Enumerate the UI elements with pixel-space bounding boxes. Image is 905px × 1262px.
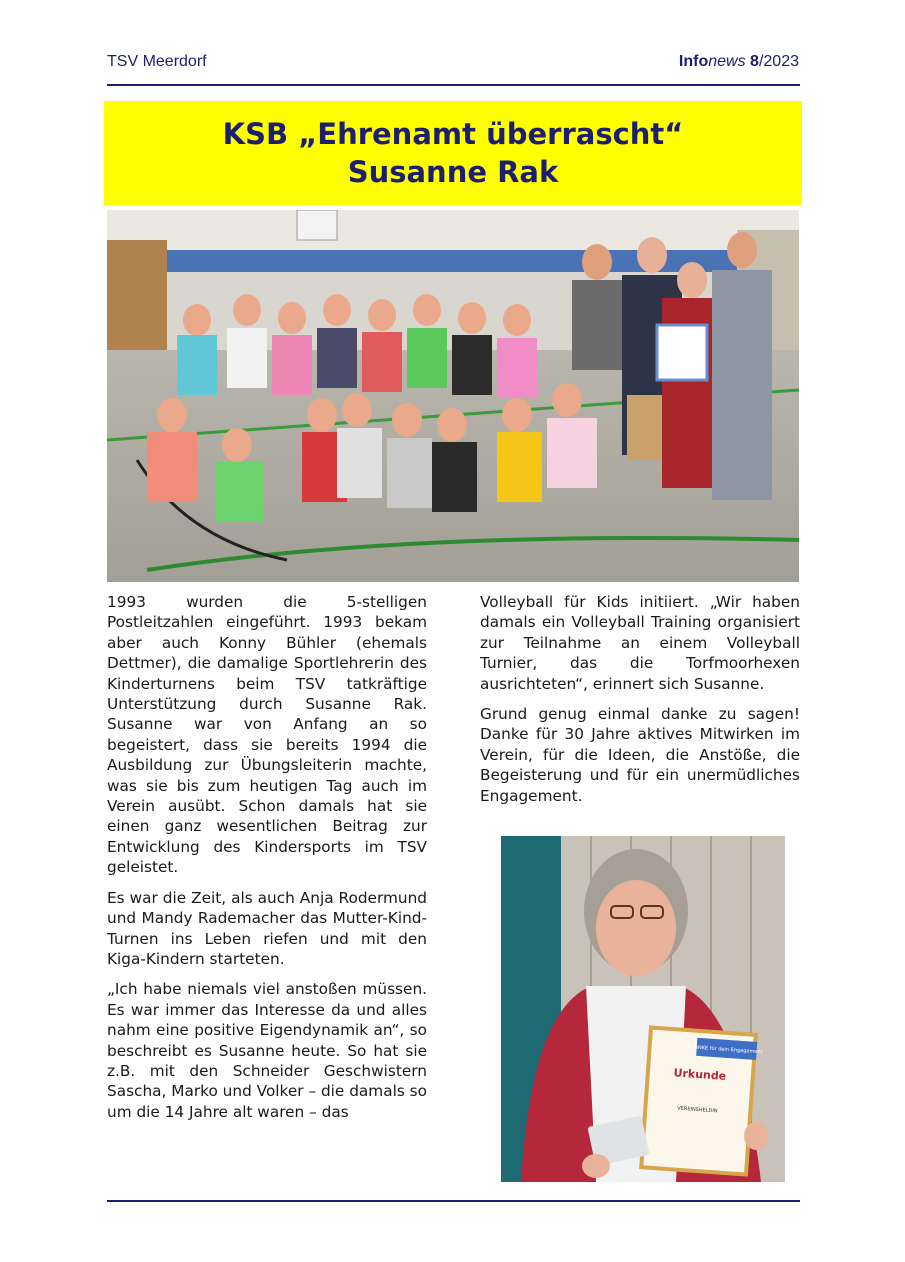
certificate-banner: DANKE für dein Engagement bbox=[690, 1044, 763, 1056]
paragraph: Es war die Zeit, als auch Anja Rodermund und Mandy Rademacher das Mutter-Kind-Turnen ins Leben riefen und mit den Kiga-Kindern starteten. bbox=[107, 888, 427, 968]
paragraph: Grund genug einmal danke zu sagen! Danke für 30 Jahre aktives Mitwirken im Verein, für die Ideen, die Anstöße, die Begeisterung und für ein unermüdliches Engagement. bbox=[480, 705, 800, 805]
issue-info: Info bbox=[678, 53, 709, 70]
issue-number: 8 bbox=[745, 53, 759, 70]
issue-year: /2023 bbox=[758, 53, 799, 70]
portrait-photo bbox=[501, 836, 785, 1182]
left-column bbox=[107, 592, 427, 1132]
group-photo bbox=[107, 210, 799, 582]
issue-label bbox=[679, 53, 799, 71]
right-column bbox=[480, 592, 800, 816]
club-name: TSV Meerdorf bbox=[107, 53, 207, 70]
certificate-heading: Urkunde bbox=[673, 1066, 727, 1083]
title-line-1: KSB „Ehrenamt überrascht“ bbox=[222, 117, 684, 151]
header-rule bbox=[107, 84, 800, 86]
title-line-2: Susanne Rak bbox=[347, 155, 559, 189]
paragraph: Volleyball für Kids initiiert. „Wir haben damals ein Volleyball Training organisiert zur Teilnahme an einem Volleyball Turnier, das die Torfmoorhexen ausrichteten“, erinnert sich Susanne. bbox=[480, 593, 800, 693]
issue-news: news bbox=[708, 53, 746, 70]
footer-rule bbox=[107, 1200, 800, 1202]
paragraph: „Ich habe niemals viel anstoßen müssen. Es war immer das Interesse da und alles nahm eine positive Eigendynamik an“, so beschreibt es Susanne heute. So hat sie z.B. mit den Schneider Geschwistern Sascha, Marko und Volker – die damals so um die 14 Jahre alt waren – das bbox=[107, 980, 427, 1121]
title-banner bbox=[104, 101, 802, 205]
paragraph: 1993 wurden die 5-stelligen Postleitzahlen eingeführt. 1993 bekam aber auch Konny Bühler (ehemals Dettmer), die damalige Sportlehrerin des Kinderturnens beim TSV tatkräftige Unterstützung durch Susanne Rak. Susanne war von Anfang an so begeistert, dass sie bereits 1994 die Ausbildung zur Übungsleiterin machte, was sie bis zum heutigen Tag auch im Verein ausübt. Schon damals hat sie einen ganz wesentlichen Beitrag zur Entwicklung des Kindersports im TSV geleistet. bbox=[107, 593, 427, 877]
certificate-line: VEREINSHELDIN bbox=[677, 1105, 718, 1115]
